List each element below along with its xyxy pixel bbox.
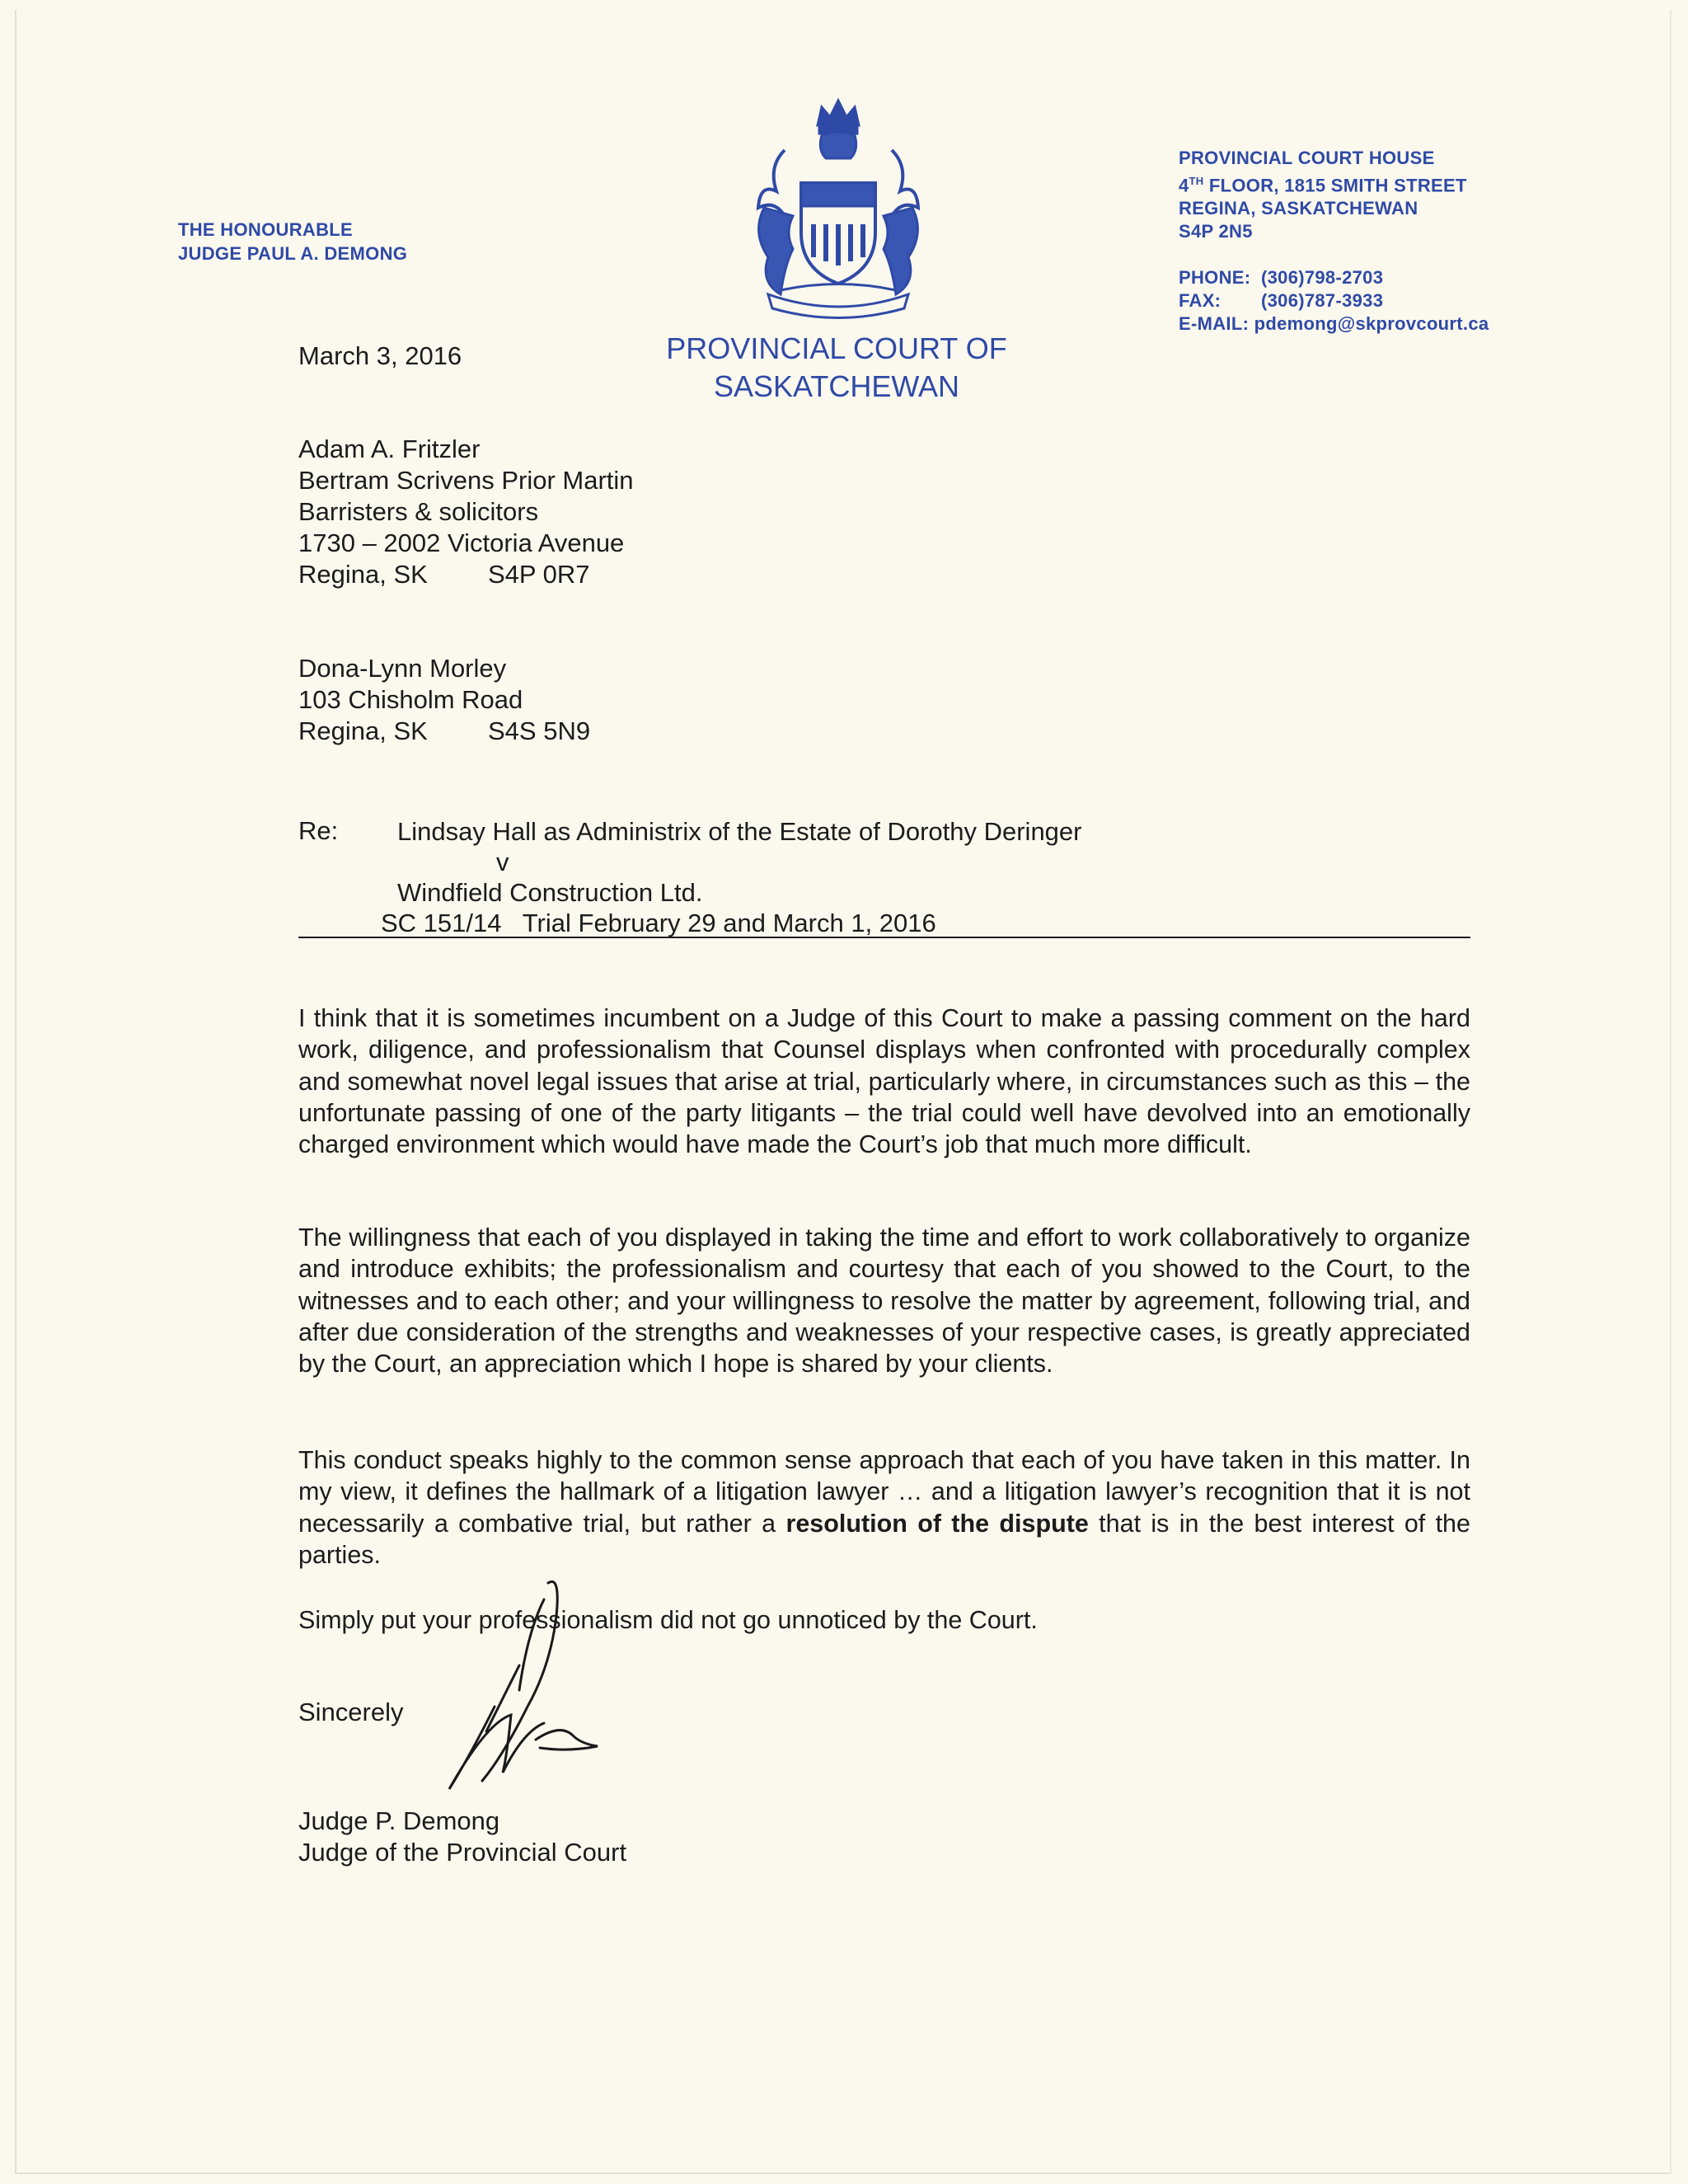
floor-number: 4 [1179,175,1189,196]
re-line2: Windfield Construction Ltd. [397,878,703,907]
recipient-postal: S4P 0R7 [488,560,590,589]
recipient-name: Adam A. Fritzler [298,434,481,463]
body-paragraph-3 [298,1444,1470,1571]
recipient-city-line [298,716,590,747]
re-versus: v [496,848,509,876]
judge-line1: THE HONOURABLE [178,219,353,240]
floor-suffix: TH [1189,175,1204,187]
signature-icon [404,1566,618,1814]
recipient-name: Dona-Lynn Morley [298,654,507,683]
recipient-address-2 [298,653,590,747]
fax-label: FAX: [1179,290,1221,312]
recipient-address-1 [298,434,634,590]
phone-label: PHONE: [1179,267,1251,289]
p3-text-end: that is in the best interest of the parties. [298,1509,1470,1569]
phone-line [1179,266,1489,289]
re-subject [381,816,1082,938]
coat-of-arms-icon [735,92,941,326]
email-line [1179,312,1489,336]
re-label: Re: [298,816,339,845]
court-address-block [1179,147,1489,336]
re-underline [298,937,1470,938]
p3-text-start: This conduct speaks highly to the common sense approach that each of you have taken in this matter. In my view, it defines the hallmark of a litigation lawyer … and a litigation lawyer’s recognition that it is not necessarily a combative trial, but rather a [298,1446,1470,1538]
court-line1: PROVINCIAL COURT OF [666,331,1007,365]
court-name [626,330,1047,406]
email-address: pdemong@skprovcourt.ca [1254,313,1489,335]
recipient-street: 103 Chisholm Road [298,685,523,714]
recipient-firm: Bertram Scrivens Prior Martin [298,466,634,495]
address-line3: REGINA, SASKATCHEWAN [1179,198,1418,219]
floor-street: FLOOR, 1815 SMITH STREET [1203,175,1467,196]
p3-bold-phrase: resolution of the dispute [785,1509,1089,1538]
recipient-street: 1730 – 2002 Victoria Avenue [298,528,625,557]
recipient-postal: S4S 5N9 [488,716,591,745]
recipient-city: Regina, SK [298,716,428,745]
body-paragraph-1: I think that it is sometimes incumbent on a Judge of this Court to make a passing comment on the hard work, diligence, and professionalism that Counsel displays when confronted with procedurally complex and somewhat novel legal issues that arise at trial, particularly where, in circumstances such as this – the unfortunate passing of one of the party litigants – the trial could well have devolved into an emotionally charged environment which would have made the Court’s job that much more difficult. [298,1004,1470,1159]
closing-salutation: Sincerely [298,1698,404,1726]
signatory-name: Judge P. Demong [298,1806,500,1835]
recipient-city-line [298,559,634,590]
signatory-block [298,1806,626,1868]
body-paragraph-4: Simply put your professionalism did not go unnoticed by the Court. [298,1606,1038,1634]
fax-number: (306)787-3933 [1261,290,1384,312]
email-label: E-MAIL: [1179,313,1250,335]
address-line4: S4P 2N5 [1179,221,1253,242]
body-paragraph-2: The willingness that each of you displayed in taking the time and effort to work collaboratively to organize and introduce exhibits; the professionalism and courtesy that each of you showed to the Court, to the witnesses and to each other; and your willingness to resolve the matter by agreement, following trial, and after due consideration of the strengths and weaknesses of your respective cases, is greatly appreciated by the Court, an appreciation which I hope is shared by your clients. [298,1224,1470,1379]
re-case: SC 151/14 Trial February 29 and March 1, 2016 [381,909,936,937]
judge-heading [178,218,407,265]
address-line1: PROVINCIAL COURT HOUSE [1179,148,1435,168]
fax-line [1179,289,1489,312]
signatory-title: Judge of the Provincial Court [298,1838,627,1867]
court-line2: SASKATCHEWAN [713,369,960,403]
recipient-desc: Barristers & solicitors [298,497,539,526]
address-line2 [1179,170,1489,197]
judge-line2: JUDGE PAUL A. DEMONG [178,243,408,264]
re-line1: Lindsay Hall as Administrix of the Estate of Dorothy Deringer [397,817,1082,846]
recipient-city: Regina, SK [298,560,428,589]
phone-number: (306)798-2703 [1261,267,1384,289]
letter-date: March 3, 2016 [298,341,462,370]
